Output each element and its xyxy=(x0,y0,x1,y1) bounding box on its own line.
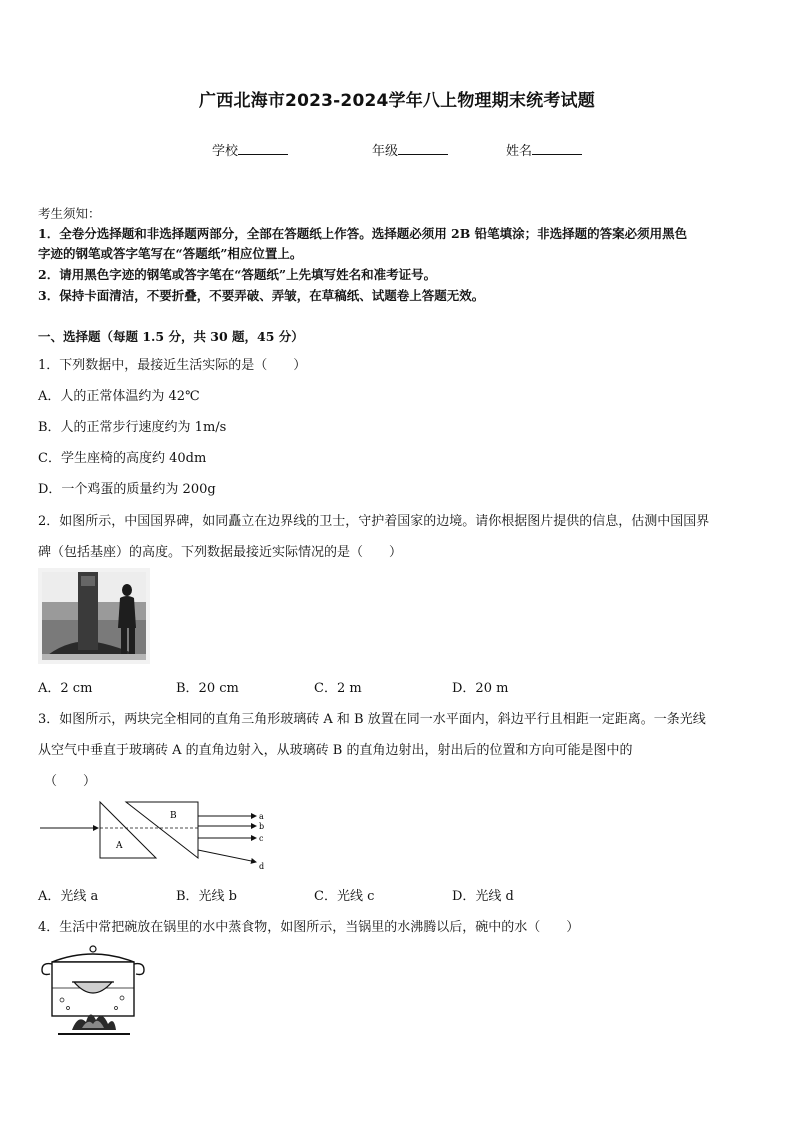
name-field[interactable] xyxy=(506,140,582,159)
ray-c-label: c xyxy=(259,834,264,843)
q2-option-b[interactable]: B．20 cm xyxy=(176,681,239,696)
ray-a-label: a xyxy=(259,812,264,821)
notice-line-2: 2．请用黑色字迹的钢笔或答字笔在“答题纸”上先填写姓名和准考证号。 xyxy=(38,267,437,282)
q3-option-c[interactable]: C．光线 c xyxy=(314,889,375,904)
school-label: 学校 xyxy=(212,144,239,159)
q1-option-d[interactable]: D．一个鸡蛋的质量约为 200g xyxy=(38,482,216,497)
page-title: 广西北海市2023-2024学年八上物理期末统考试题 xyxy=(199,91,595,111)
prism-b-label: B xyxy=(170,811,177,821)
notice-line-1b: 字迹的钢笔或答字笔写在“答题纸”相应位置上。 xyxy=(38,246,303,261)
q2-option-a[interactable]: A．2 cm xyxy=(38,681,93,696)
grade-label: 年级 xyxy=(372,144,399,159)
q1-option-c[interactable]: C．学生座椅的高度约 40dm xyxy=(38,451,207,466)
q1-stem: 1．下列数据中，最接近生活实际的是（ ） xyxy=(38,358,307,373)
notice-line-3: 3．保持卡面清洁，不要折叠，不要弄破、弄皱，在草稿纸、试题卷上答题无效。 xyxy=(38,288,485,303)
name-label: 姓名 xyxy=(506,144,533,159)
steaming-pot-diagram xyxy=(38,942,148,1040)
q3-stem-line-3: （ ） xyxy=(44,774,97,789)
school-blank[interactable] xyxy=(238,142,288,155)
section-heading: 一、选择题（每题 1.5 分，共 30 题，45 分） xyxy=(38,329,304,344)
q3-option-d[interactable]: D．光线 d xyxy=(452,889,514,904)
grade-blank[interactable] xyxy=(398,142,448,155)
q2-option-d[interactable]: D．20 m xyxy=(452,681,509,696)
glass-prism-diagram xyxy=(38,796,274,872)
name-blank[interactable] xyxy=(532,142,582,155)
q3-option-a[interactable]: A．光线 a xyxy=(38,889,99,904)
notice-line-1a: 1．全卷分选择题和非选择题两部分，全部在答题纸上作答。选择题必须用 2B 铅笔填涂；非选择题的答案必须用黑色 xyxy=(38,226,688,241)
q1-option-a[interactable]: A．人的正常体温约为 42℃ xyxy=(38,389,200,404)
q1-option-b[interactable]: B．人的正常步行速度约为 1m/s xyxy=(38,420,227,435)
q3-stem-line-2: 从空气中垂直于玻璃砖 A 的直角边射入，从玻璃砖 B 的直角边射出，射出后的位置和方向可能是图中的 xyxy=(38,743,633,758)
school-field[interactable] xyxy=(212,140,288,159)
prism-a-label: A xyxy=(116,841,123,851)
q3-stem-line-1: 3．如图所示，两块完全相同的直角三角形玻璃砖 A 和 B 放置在同一水平面内，斜边平行且相距一定距离。一条光线 xyxy=(38,712,706,727)
q2-stem-line-1: 2．如图所示，中国国界碑，如同矗立在边界线的卫士，守护着国家的边境。请你根据图片提供的信息，估测中国国界 xyxy=(38,514,710,529)
q2-option-c[interactable]: C．2 m xyxy=(314,681,362,696)
notice-heading: 考生须知： xyxy=(38,206,101,221)
q2-stem-line-2: 碑（包括基座）的高度。下列数据最接近实际情况的是（ ） xyxy=(38,545,403,560)
ray-b-label: b xyxy=(259,822,265,831)
q4-stem: 4．生活中常把碗放在锅里的水中蒸食物，如图所示，当锅里的水沸腾以后，碗中的水（ ） xyxy=(38,920,580,935)
q3-option-b[interactable]: B．光线 b xyxy=(176,889,238,904)
grade-field[interactable] xyxy=(372,140,448,159)
ray-d-label: d xyxy=(259,862,265,871)
boundary-marker-photo xyxy=(38,568,150,664)
